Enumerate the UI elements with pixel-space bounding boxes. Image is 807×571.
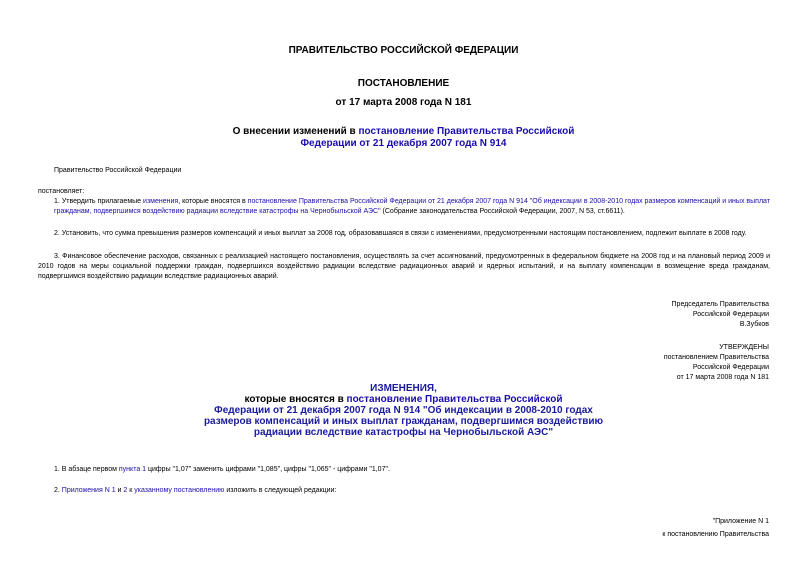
subject-prefix: О внесении изменений в — [232, 126, 359, 137]
approved-line-4: от 17 марта 2008 года N 181 — [676, 374, 769, 381]
item2-link-appendix2[interactable]: 2 — [123, 487, 128, 494]
change-item-2 — [54, 486, 336, 496]
p1-text-1: 1. Утвердить прилагаемые — [54, 198, 144, 205]
paragraph-3: 3. Финансовое обеспечение расходов, связанных с реализацией настоящего постановления, осуществлять за счет ассигнований, предусмотренных в федеральном бюджете на 2008 год и на плановый период 2009 и 2010 годов на меры социальной поддержки граждан, подвергшихся воздействию радиации вследствие радиационных аварий и ядерных испытаний, и на выплату компенсации в возмещение вреда гражданам, подвергшимся воздействию радиации вследствие радиационных аварий. — [38, 253, 770, 280]
item1-text-2: цифры "1,07" заменить цифрами "1,085", цифры "1,065" - цифрами "1,07". — [146, 466, 390, 473]
signature-line-2: Российской Федерации — [692, 311, 769, 318]
item1-link-point1[interactable]: пункта 1 — [118, 466, 147, 473]
item1-text-1: 1. В абзаце первом — [54, 466, 119, 473]
p1-text-3: (Собрание законодательства Российской Федерации, 2007, N 53, ст.6611). — [380, 208, 625, 215]
changes-heading — [0, 383, 807, 438]
signature-block — [519, 300, 769, 330]
issuer: Правительство Российской Федерации — [54, 167, 182, 174]
changes-link-resolution[interactable]: постановление Правительства Российской — [346, 394, 563, 405]
approved-line-1: УТВЕРЖДЕНЫ — [719, 344, 769, 351]
changes-line2-prefix: которые вносятся в — [244, 394, 347, 405]
p1-link-resolution[interactable]: постановление Правительства Российской Федерации от 21 декабря 2007 года N 914 "Об индексации в 2008-2010 годах размеров компенсаций и иных выплат гражданам, подвергшимся воздействию радиации вследствие катастрофы на Чернобыльской АЭС" — [54, 198, 770, 215]
changes-line3: Федерации от 21 декабря 2007 года N 914 "Об индексации в 2008-2010 годах — [214, 405, 593, 416]
paragraph-2: 2. Установить, что сумма превышения размеров компенсаций и иных выплат за 2008 год, образовавшаяся в связи с изменениями, предусмотренными настоящим постановлением, подлежит выплате в 2008 году. — [54, 230, 747, 237]
document-date-number: от 17 марта 2008 года N 181 — [335, 97, 472, 108]
approved-line-2: постановлением Правительства — [663, 354, 769, 361]
item2-text-3: к — [127, 487, 135, 494]
changes-line5: радиации вследствие катастрофы на Чернобыльской АЭС" — [253, 427, 554, 438]
p1-link-changes[interactable]: изменения — [143, 198, 179, 205]
changes-title: ИЗМЕНЕНИЯ, — [370, 383, 437, 394]
approved-line-3: Российской Федерации — [692, 364, 769, 371]
appendix-header — [519, 517, 769, 540]
approved-block — [519, 343, 769, 383]
signature-line-3: В.Зубков — [739, 321, 769, 328]
change-item-1 — [54, 465, 390, 475]
item2-text-2: и — [115, 487, 124, 494]
item2-text-4: изложить в следующей редакции: — [224, 487, 337, 494]
item2-link-resolution[interactable]: указанному постановлению — [134, 487, 225, 494]
resolves: постановляет: — [38, 188, 85, 195]
subject-link-line1[interactable]: постановление Правительства Российской — [358, 126, 575, 137]
government-heading: ПРАВИТЕЛЬСТВО РОССИЙСКОЙ ФЕДЕРАЦИИ — [288, 45, 519, 56]
item2-text-1: 2. — [54, 487, 62, 494]
appendix-line-1: "Приложение N 1 — [712, 518, 769, 525]
item2-link-appendix1[interactable]: Приложения N 1 — [61, 487, 116, 494]
document-type: ПОСТАНОВЛЕНИЕ — [357, 78, 450, 89]
document-subject — [0, 126, 807, 150]
p1-text-2: , которые вносятся в — [178, 198, 248, 205]
paragraph-1 — [54, 197, 770, 217]
appendix-line-2: к постановлению Правительства — [662, 531, 769, 538]
signature-line-1: Председатель Правительства — [671, 301, 769, 308]
changes-line4: размеров компенсаций и иных выплат гражданам, подвергшимся воздействию — [203, 416, 604, 427]
subject-link-line2[interactable]: Федерации от 21 декабря 2007 года N 914 — [300, 138, 507, 149]
